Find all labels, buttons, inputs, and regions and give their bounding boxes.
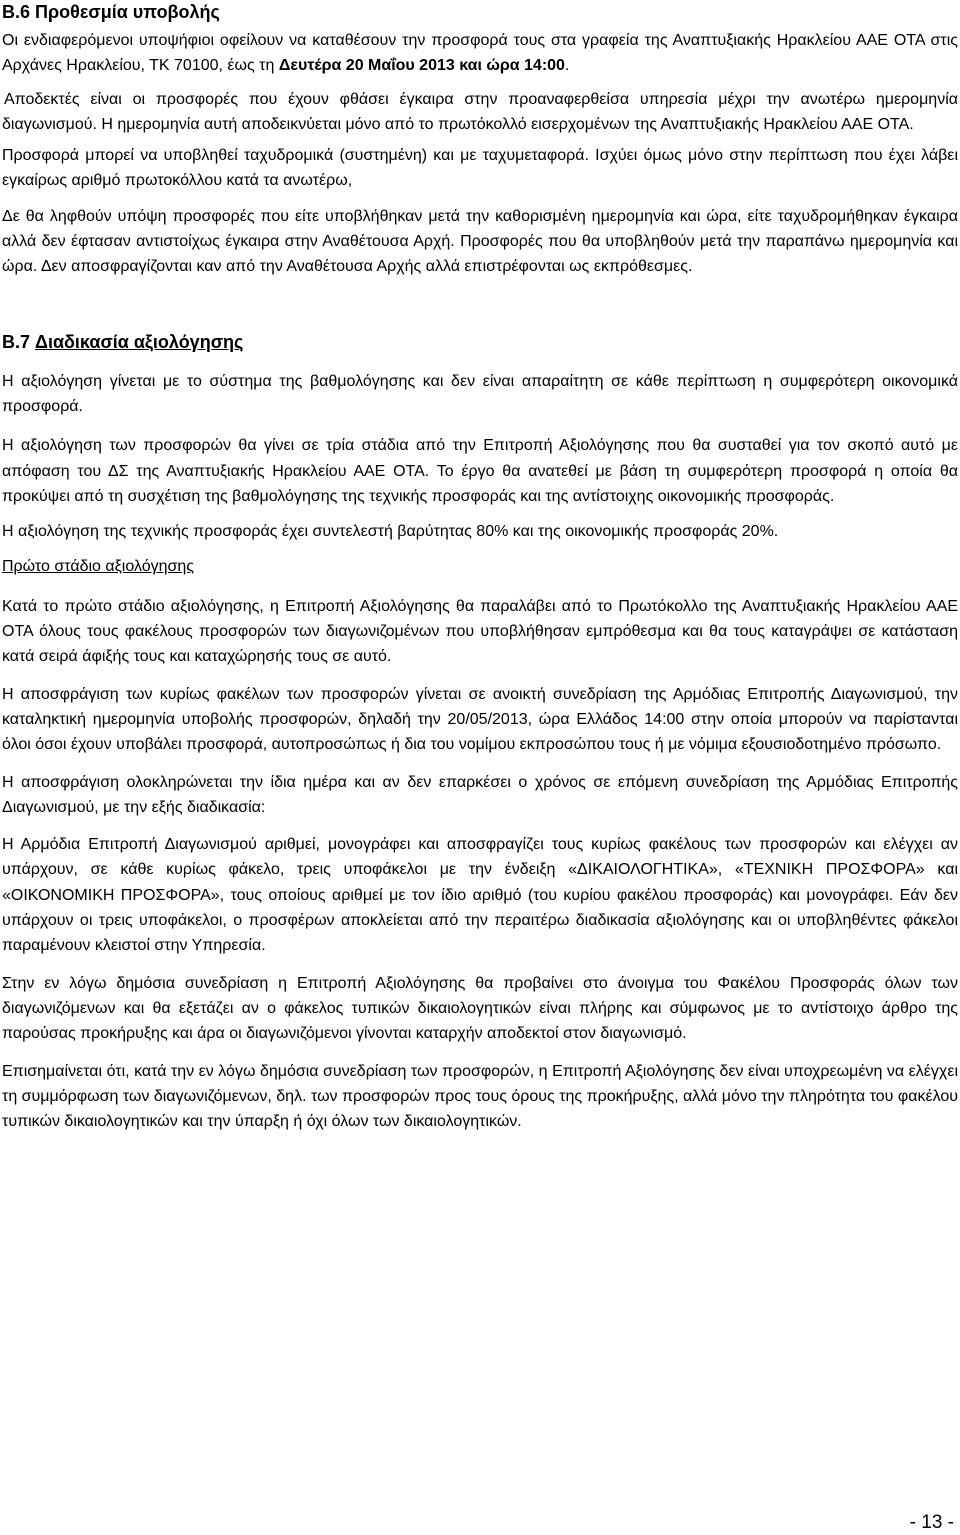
paragraph-postal bbox=[2, 143, 958, 194]
paragraph-acceptance-text: Αποδεκτές είναι οι προσφορές που έχουν φθάσει έγκαιρα στην προαναφερθείσα υπηρεσία μέχρι την ανωτέρω ημερομηνία διαγωνισμού. Η ημερομηνία αυτή αποδεικνύεται μόνο από το πρωτόκολλό εισερχομένων της Αναπτυξιακής Ηρακλείου ΑΑΕ ΟΤΑ. bbox=[2, 90, 958, 133]
paragraph-weighting-text: Η αξιολόγηση της τεχνικής προσφοράς έχει συντελεστή βαρύτητας 80% και της οικονομικής προσφοράς 20%. bbox=[2, 523, 779, 541]
paragraph-first-stage-text: Κατά το πρώτο στάδιο αξιολόγησης, η Επιτροπή Αξιολόγησης θα παραλάβει από το Πρωτόκολλο της Αναπτυξιακής Ηρακλείου ΑΑΕ ΟΤΑ όλους τους φακέλους προσφορών των διαγωνιζομένων που υποβλήθησαν εμπρόθεσμα και θα τους καταγράψει σε κατάσταση κατά σειρά άφιξής τους και καταχώρησής τους σε αυτό. bbox=[2, 597, 958, 666]
paragraph-unsealing-completion-text: Η αποσφράγιση ολοκληρώνεται την ίδια ημέρα και αν δεν επαρκέσει ο χρόνος σε επόμενη συνεδρίαση της Αρμόδιας Επιτροπής Διαγωνισμού, με την εξής διαδικασία: bbox=[2, 773, 958, 816]
paragraph-weighting bbox=[2, 519, 958, 544]
page-number: - 13 - bbox=[909, 1512, 954, 1533]
paragraph-evaluation-stages bbox=[2, 433, 958, 509]
paragraph-note-text: Επισημαίνεται ότι, κατά την εν λόγω δημόσια συνεδρίαση των προσφορών, η Επιτροπή Αξιολόγησης δεν είναι υποχρεωμένη να ελέγχει τη συμμόρφωση των διαγωνιζόμενων, δηλ. των προσφορών προς τους όρους της προκήρυξης, αλλά μόνο την πληρότητα του φακέλου τυπικών δικαιολογητικών και την ύπαρξη ή όχι όλων των δικαιολογητικών. bbox=[2, 1062, 958, 1131]
paragraph-envelopes bbox=[2, 832, 958, 958]
paragraph-late-offers-text: Δε θα ληφθούν υπόψη προσφορές που είτε υποβλήθηκαν μετά την καθορισμένη ημερομηνία και ώρα, είτε ταχυδρομήθηκαν έγκαιρα αλλά δεν έφτασαν αντιστοίχως έγκαιρα στην Αναθέτουσα Αρχή. Προσφορές που θα υποβληθούν μετά την παραπάνω ημερομηνία και ώρα. Δεν αποσφραγίζονται καν από την Αναθέτουσα Αρχής αλλά επιστρέφονται ως εκπρόθεσμες. bbox=[2, 207, 958, 276]
paragraph-evaluation-system-text: Η αξιολόγηση γίνεται με το σύστημα της βαθμολόγησης και δεν είναι απαραίτητη σε κάθε περίπτωση η συμφερότερη οικονομικά προσφορά. bbox=[2, 372, 958, 415]
paragraph-envelopes-text: Η Αρμόδια Επιτροπή Διαγωνισμού αριθμεί, μονογράφει και αποσφραγίζει τους κυρίως φακέλους των προσφορών και ελέγχει αν υπάρχουν, σε κάθε κυρίως φάκελο, τρεις υποφάκελοι με την ένδειξη «ΔΙΚΑΙΟΛΟΓΗΤΙΚΑ», «ΤΕΧΝΙΚΗ ΠΡΟΣΦΟΡΑ» και «ΟΙΚΟΝΟΜΙΚΗ ΠΡΟΣΦΟΡΑ», τους οποίους αριθμεί με τον ίδιο αριθμό (του κυρίου φακέλου προσφοράς) και μονογράφει. Εάν δεν υπάρχουν οι τρεις υποφάκελοι, ο προσφέρων αποκλείεται από την περαιτέρω διαδικασία αξιολόγησης και οι υποβληθέντες φάκελοι παραμένουν κλειστοί στην Υπηρεσία. bbox=[2, 836, 958, 955]
paragraph-unsealing-completion bbox=[2, 770, 958, 821]
paragraph-late-offers bbox=[2, 204, 958, 280]
paragraph-public-session-text: Στην εν λόγω δημόσια συνεδρίαση η Επιτροπή Αξιολόγησης θα προβαίνει στο άνοιγμα του Φακέλου Προσφοράς όλων των διαγωνιζόμενων και θα εξετάζει αν ο φάκελος τυπικών δικαιολογητικών είναι πλήρης και σύμφωνος με το αντίστοιχο άρθρο της παρούσας προκήρυξης και άρα οι διαγωνιζόμενοι γίνονται καταρχήν αποδεκτοί στον διαγωνισμό. bbox=[2, 974, 958, 1043]
paragraph-public-session bbox=[2, 971, 958, 1047]
paragraph-deadline-text: Οι ενδιαφερόμενοι υποψήφιοι οφείλουν να καταθέσουν την προσφορά τους στα γραφεία της Αναπτυξιακής Ηρακλείου ΑΑΕ ΟΤΑ στις Αρχάνες Ηρακλείου, ΤΚ 70100, έως τη bbox=[2, 32, 958, 75]
subheading-first-stage-text: Πρώτο στάδιο αξιολόγησης bbox=[2, 558, 194, 576]
section-heading-b7-num: B.7 bbox=[2, 331, 36, 352]
paragraph-first-stage bbox=[2, 594, 958, 670]
deadline-date: Δευτέρα 20 Μαΐου 2013 και ώρα 14:00 bbox=[278, 57, 565, 75]
paragraph-unsealing-text: Η αποσφράγιση των κυρίως φακέλων των προσφορών γίνεται σε ανοικτή συνεδρίαση της Αρμόδιας Επιτροπής Διαγωνισμού, την καταληκτική ημερομηνία υποβολής προσφορών, δηλαδή την 20/05/2013, ώρα Ελλάδος 14:00 στην οποία μπορούν να παρίστανται όλοι όσοι έχουν υποβάλει προσφορά, αυτοπροσώπως ή δια του νομίμου εκπροσώπου τους ή με νόμιμα εξουσιοδοτημένο πρόσωπο. bbox=[2, 685, 958, 754]
paragraph-deadline bbox=[2, 28, 958, 79]
paragraph-acceptance bbox=[2, 87, 958, 138]
paragraph-deadline-end: . bbox=[564, 57, 570, 75]
section-heading-b6 bbox=[2, 0, 958, 25]
paragraph-evaluation-stages-text: Η αξιολόγηση των προσφορών θα γίνει σε τρία στάδια από την Επιτροπή Αξιολόγησης που θα συσταθεί για τον σκοπό αυτό με απόφαση του ΔΣ της Αναπτυξιακής Ηρακλείου ΑΑΕ ΟΤΑ. Το έργο θα ανατεθεί με βάση τη συμφερότερη προσφορά η οποία θα προκύψει από τη συσχέτιση της βαθμολόγησης της τεχνικής προσφοράς και της αντίστοιχης οικονομικής προσφοράς. bbox=[2, 437, 958, 505]
paragraph-evaluation-system bbox=[2, 369, 958, 420]
subheading-first-stage bbox=[2, 554, 958, 579]
document-body bbox=[2, 0, 958, 1134]
section-heading-b7-title: Διαδικασία αξιολόγησης bbox=[35, 331, 244, 352]
paragraph-postal-text: Προσφορά μπορεί να υποβληθεί ταχυδρομικά (συστημένη) και με ταχυμεταφορά. Ισχύει όμως μόνο στην περίπτωση που έχει λάβει εγκαίρως αριθμό πρωτοκόλλου κατά τα ανωτέρω, bbox=[2, 147, 958, 190]
paragraph-note bbox=[2, 1059, 958, 1135]
section-heading-b7 bbox=[2, 330, 958, 355]
section-heading-b6-text: B.6 Προθεσμία υποβολής bbox=[2, 2, 220, 22]
paragraph-unsealing bbox=[2, 682, 958, 758]
